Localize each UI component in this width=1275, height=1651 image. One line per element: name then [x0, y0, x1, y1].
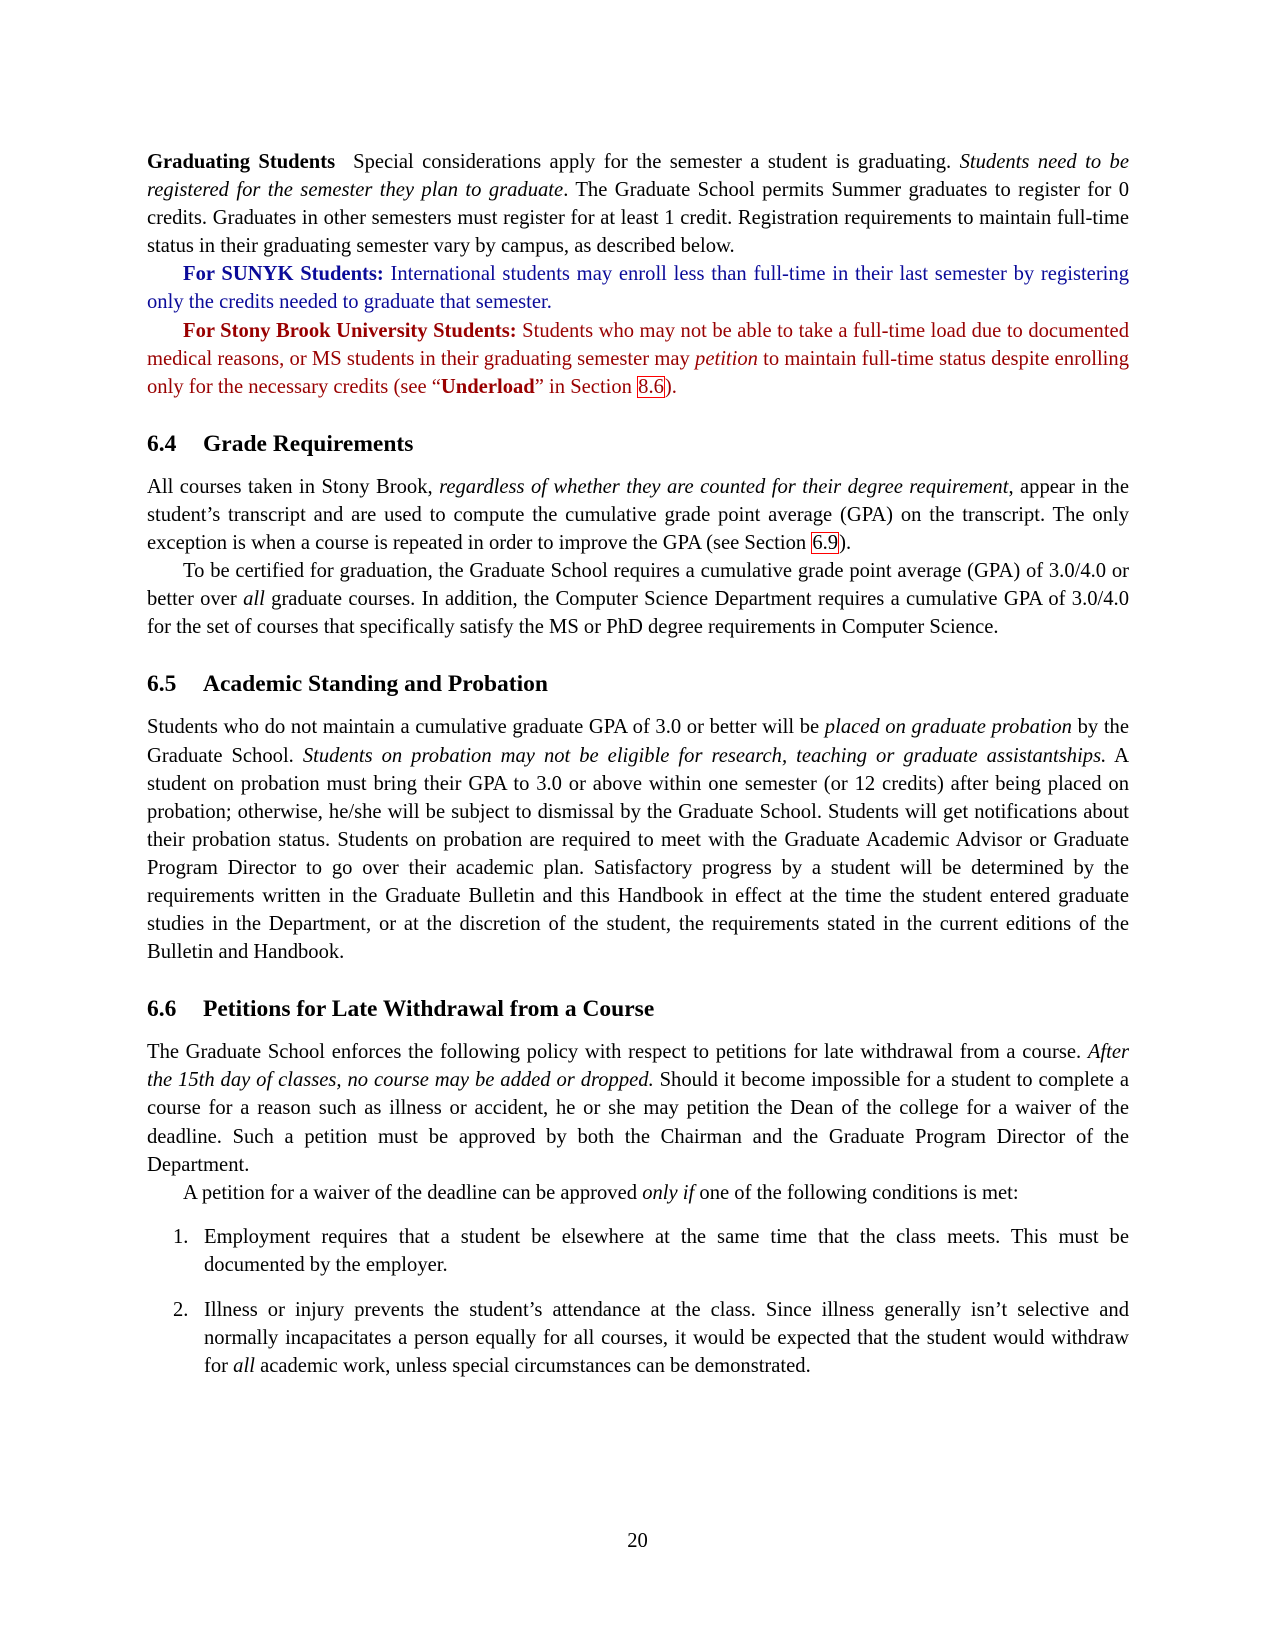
graduating-students-paragraph: Graduating Students Special considerations apply for the semester a student is graduating. Students need to be registered for the semester they plan to graduate. The Graduate School permits Summer graduates to register for 0 credits. Graduates in other semesters must register for at least 1 credit. Registration requirements to maintain full-time status in their graduating semester vary by campus, as described below.	[147, 151, 1129, 258]
late-withdrawal-paragraph-2: A petition for a waiver of the deadline can be approved only if one of the following conditions is met:	[183, 1181, 1019, 1204]
section-6-5-heading: 6.5 Academic Standing and Probation	[147, 671, 548, 698]
section-6-6-heading: 6.6 Petitions for Late Withdrawal from a Course	[147, 996, 655, 1023]
section-8-6-link[interactable]: 8.6	[638, 375, 664, 398]
runin-heading: Graduating Students	[147, 151, 336, 173]
probation-paragraph: Students who do not maintain a cumulative graduate GPA of 3.0 or better will be placed on graduate probation by the Graduate School. Students on probation may not be eligible for research, teaching or graduate assistantships. A student on probation must bring their GPA to 3.0 or above within one semester (or 12 credits) after being placed on probation; otherwise, he/she will be subject to dismissal by the Graduate School. Students will get notifications about their probation status. Students on probation are required to meet with the Graduate Academic Advisor or Graduate Program Director to go over their academic plan. Satisfactory progress by a student will be determined by the requirements written in the Graduate Bulletin and this Handbook in effect at the time the student entered graduate studies in the Department, or at the discretion of the student, the requirements stated in the current editions of the Bulletin and Handbook.	[147, 716, 1130, 964]
grade-req-paragraph-1: All courses taken in Stony Brook, regardless of whether they are counted for their degree requirement, appear in the student’s transcript and are used to compute the cumulative grade point average (GPA) on the transcript. The only exception is when a course is repeated in order to improve the GPA (see Section 6.9).	[147, 475, 1129, 555]
list-item: 2. Illness or injury prevents the student’s attendance at the class. Since illness generally isn’t selective and normally incapacitates a person equally for all courses, it would be expected that the student would withdraw for all academic work, unless special circumstances can be demonstrated.	[173, 1299, 1129, 1378]
list-item: 1. Employment requires that a student be elsewhere at the same time that the class meets. This must be documented by the employer.	[173, 1225, 1129, 1276]
grade-req-paragraph-2: To be certified for graduation, the Graduate School requires a cumulative grade point average (GPA) of 3.0/4.0 or better over all graduate courses. In addition, the Computer Science Department requires a cumulative GPA of 3.0/4.0 for the set of courses that specifically satisfy the MS or PhD degree requirements in Computer Science.	[147, 560, 1129, 639]
section-6-9-link[interactable]: 6.9	[812, 532, 839, 555]
sunyk-note: For SUNYK Students: International students may enroll less than full-time in their last semester by registering only the credits needed to graduate that semester.	[147, 263, 1129, 314]
conditions-list	[147, 1223, 1129, 1380]
sbu-label: For Stony Brook University Students:	[183, 319, 517, 342]
sunyk-label: For SUNYK Students:	[183, 263, 384, 286]
document-page	[147, 148, 1129, 1380]
section-6-4-heading: 6.4 Grade Requirements	[147, 430, 414, 457]
sbu-note: For Stony Brook University Students: Students who may not be able to take a full-time load due to documented medical reasons, or MS students in their graduating semester may petition to maintain full-time status despite enrolling only for the necessary credits (see “Underload” in Section 8.6).	[147, 319, 1129, 398]
late-withdrawal-paragraph-1: The Graduate School enforces the following policy with respect to petitions for late withdrawal from a course. After the 15th day of classes, no course may be added or dropped. Should it become impossible for a student to complete a course for a reason such as illness or accident, he or she may petition the Dean of the college for a waiver of the deadline. Such a petition must be approved by both the Chairman and the Graduate Program Director of the Department.	[147, 1041, 1129, 1176]
page-number: 20	[627, 1530, 648, 1552]
